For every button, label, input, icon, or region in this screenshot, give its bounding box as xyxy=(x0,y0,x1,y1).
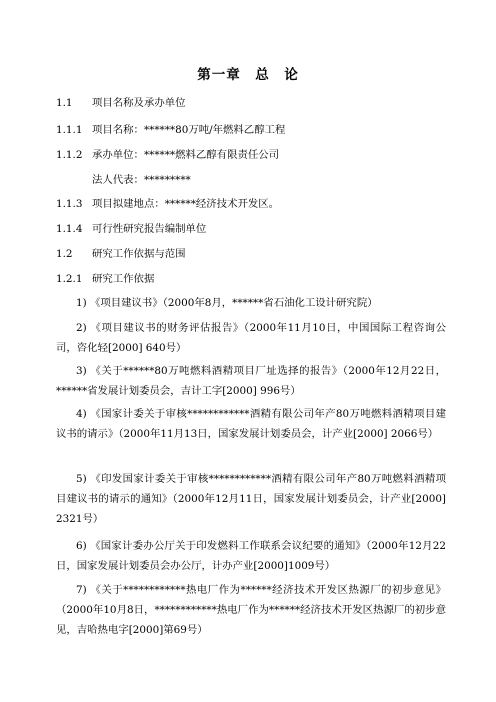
reference-number: 6) xyxy=(76,540,87,552)
reference-number: 1) xyxy=(76,297,87,309)
reference-text: 《项目建议书的财务评估报告》（2000年11月10日，中国国际工程咨询公司，咨化轻[2000] 640号） xyxy=(56,322,446,354)
section-number: 1.1.2 xyxy=(56,149,83,161)
section-text: 承办单位：******燃料乙醇有限责任公司 xyxy=(92,149,280,161)
reference-number: 4) xyxy=(76,408,87,420)
reference-number: 7) xyxy=(76,584,87,596)
reference-text: 《项目建议书》（2000年8月，******省石油化工设计研究院） xyxy=(89,297,378,309)
section-number: 1.1.1 xyxy=(56,124,83,136)
section-number: 1.1.3 xyxy=(56,198,83,210)
reference-item xyxy=(56,318,446,358)
reference-number: 3) xyxy=(76,365,87,377)
section-text: 项目名称及承办单位 xyxy=(92,97,186,109)
section-text: 项目名称：******80万吨/年燃料乙醇工程 xyxy=(92,124,286,136)
reference-item xyxy=(56,580,446,640)
section-heading xyxy=(56,123,285,137)
reference-item xyxy=(56,536,446,576)
section-text: 研究工作依据与范围 xyxy=(92,248,186,260)
reference-item xyxy=(56,404,446,444)
section-heading xyxy=(56,222,206,236)
reference-item xyxy=(56,469,446,529)
section-heading xyxy=(56,148,279,162)
chapter-title: 第一章 总 论 xyxy=(197,67,299,83)
section-number: 1.1 xyxy=(56,97,73,109)
section-text: 项目拟建地点：******经济技术开发区。 xyxy=(92,198,280,210)
reference-text: 《国家计委办公厅关于印发燃料工作联系会议纪要的通知》（2000年12月22日，国家发展计划委员会办公厅，计办产业[2000]1009号） xyxy=(56,540,446,572)
section-number: 1.1.4 xyxy=(56,223,83,235)
reference-text: 《印发国家计委关于审核************酒精有限公司年产80万吨燃料酒精项目建议书的请示的通知》（2000年12月11日，国家发展计划委员会，计产业[2000] 2321号） xyxy=(56,473,446,525)
section-text: 研究工作依据 xyxy=(92,273,155,285)
reference-item xyxy=(56,361,446,401)
section-heading xyxy=(56,197,279,211)
section-number: 1.2 xyxy=(56,248,73,260)
section-heading xyxy=(56,96,186,110)
section-heading xyxy=(56,173,191,187)
reference-number: 5) xyxy=(76,473,87,485)
section-text: 可行性研究报告编制单位 xyxy=(92,223,207,235)
section-number: 1.2.1 xyxy=(56,273,83,285)
reference-text: 《国家计委关于审核************酒精有限公司年产80万吨燃料酒精项目建议书的请示》（2000年11月13日，国家发展计划委员会，计产业[2000] 2066号） xyxy=(56,408,446,440)
reference-number: 2) xyxy=(76,322,87,334)
reference-text: 《关于******80万吨燃料酒精项目厂址选择的报告》（2000年12月22日，******省发展计划委员会，吉计工字[2000] 996号） xyxy=(56,365,446,397)
reference-text: 《关于************热电厂作为******经济技术开发区热源厂的初步意见》（2000年10月8日，************热电厂作为******经济技术开发区热源厂的初步意见，吉哈热电字[2000]第69号） xyxy=(56,584,446,636)
section-heading xyxy=(56,247,186,261)
section-heading xyxy=(56,272,154,286)
reference-item xyxy=(56,293,446,313)
section-text: 法人代表：********* xyxy=(92,174,191,186)
